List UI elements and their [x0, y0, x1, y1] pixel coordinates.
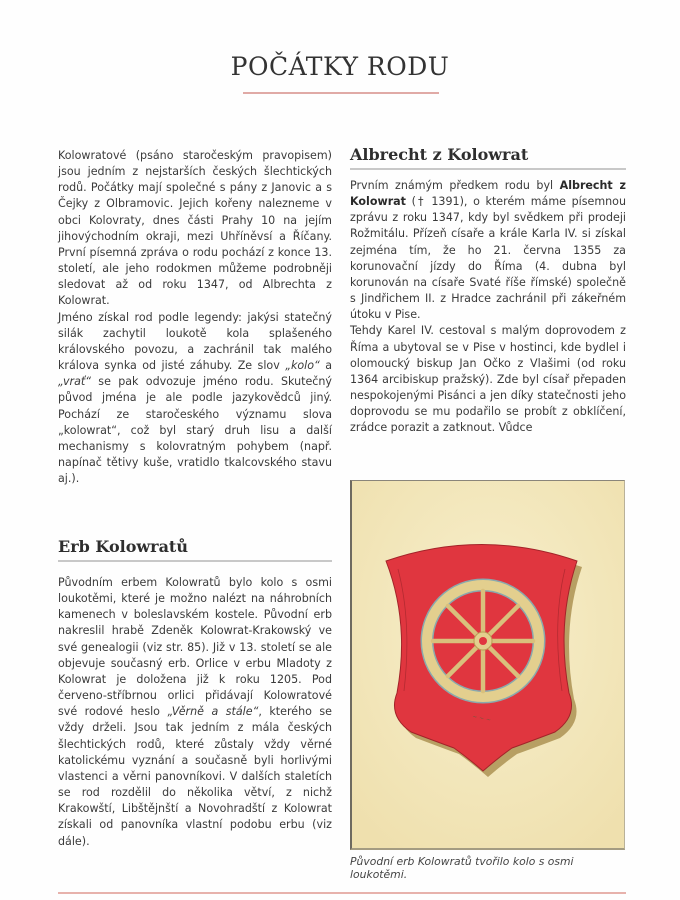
page-title: POČÁTKY RODU [230, 52, 450, 81]
erb-paragraph: Původním erbem Kolowratů bylo kolo s osmi loukotěmi, které je možno nalézt na náhrobních kamenech v boleslavském kostele. Původní erb nakreslil hrabě Zdeněk Kolowrat-Krakowský ve své genealogii (viz str. 85). Již v 13. století se ale objevuje současný erb. Orlice v erbu Mladoty z Kolowrat je doložena již k roku 1205. Pod červeno-stříbrnou orlici přidávají Kolowratové své rodové heslo „Věrně a stále“, kterého se vždy drželi. Jsou tak jedním z mála českých šlechtických rodů, které zůstaly vždy věrné katolickému vyznání a současně byli horlivými vlastenci a věrni panovníkovi. V dalších staletích se rod rozdělil do několika větví, z nichž Krakowští, Libštějnští a Novohradští z Kolowrat získali od panovníka vlastní podobu erbu (viz dále). [58, 576, 332, 848]
word-vrat: „vrať“ [58, 375, 91, 389]
motto: „Věrně a stále“ [167, 705, 259, 719]
section-rule-erb [58, 560, 332, 562]
legend-paragraph: Jméno získal rod podle legendy: jakýsi statečný silák zachytil loukotě kola splašeného královského povozu, a zachránil tak malého králova synka od jisté záhuby. Ze slov „kolo“ a „vrať“ se pak odvozuje jméno rodu. Skutečný původ jména je ale podle jazykovědců jiný. Pochází ze staročeského významu slova „kolowrat“, což byl starý druh lisu a další mechanismy s kolovratným pohybem (např. napínač tětivy kuše, vratidlo tkalcovského stavu aj.). [58, 310, 333, 486]
footer-rule [58, 892, 626, 894]
left-column-intro [58, 148, 332, 487]
figure-caption: Původní erb Kolowratů tvořilo kolo s osmi loukotěmi. [350, 855, 574, 881]
coat-of-arms-figure [350, 480, 625, 850]
section-rule-albrecht [350, 168, 626, 170]
albrecht-text: Prvním známým předkem rodu byl Albrecht z Kolowrat († 1391), o kterém máme písemnou zprávu z roku 1347, kdy byl svědkem při prodeji Rožmitálu. Přízeň císaře a krále Karla IV. si získal zejména tím, že ho 21. června 1355 za korunovační jízdy do Říma (4. dubna byl korunován na císaře Svaté říše římské) společně s Jindřichem II. z Hradce zachránil při zákeřném útoku v Pise. Tehdy Karel IV. cestoval s malým doprovodem z Říma a ubytoval se v Pise v hostinci, kde bydlel i olomoucký biskup Jan Očko z Vlašimi (od roku 1364 arcibiskup pražský). Zde byl císař přepaden nespokojenými Pisánci a jen díky statečnosti jeho doprovodu se mu podařilo se probít z obklíčení, zrádce porazit a zatknout. Vůdce [350, 179, 626, 435]
svg-text:~ ~ ~: ~ ~ ~ [471, 713, 492, 724]
intro-paragraph: Kolowratové (psáno staročeským pravopisem) jsou jedním z nejstarších českých šlechtických rodů. Počátky mají společné s pány z Janovic a s Čejky z Olbramovic. Jejich kořeny nalezneme v obci Kolovraty, dnes části Prahy 10 na jejím jihovýchodním okraji, mezi Uhříněvsí a Říčany. První písemná zpráva o rodu pochází z konce 13. století, ale jeho rodokmen můžeme podrobněji sledovat až od roku 1347, od Albrechta z Kolowrat. [58, 149, 332, 308]
albrecht-name: Albrecht z Kolowrat [350, 179, 626, 209]
shield-wheel-icon [352, 481, 625, 850]
title-underline [243, 92, 439, 94]
word-kolo: „kolo“ [285, 359, 320, 373]
section-heading-albrecht: Albrecht z Kolowrat [350, 145, 529, 164]
section-heading-erb: Erb Kolowratů [58, 537, 188, 556]
